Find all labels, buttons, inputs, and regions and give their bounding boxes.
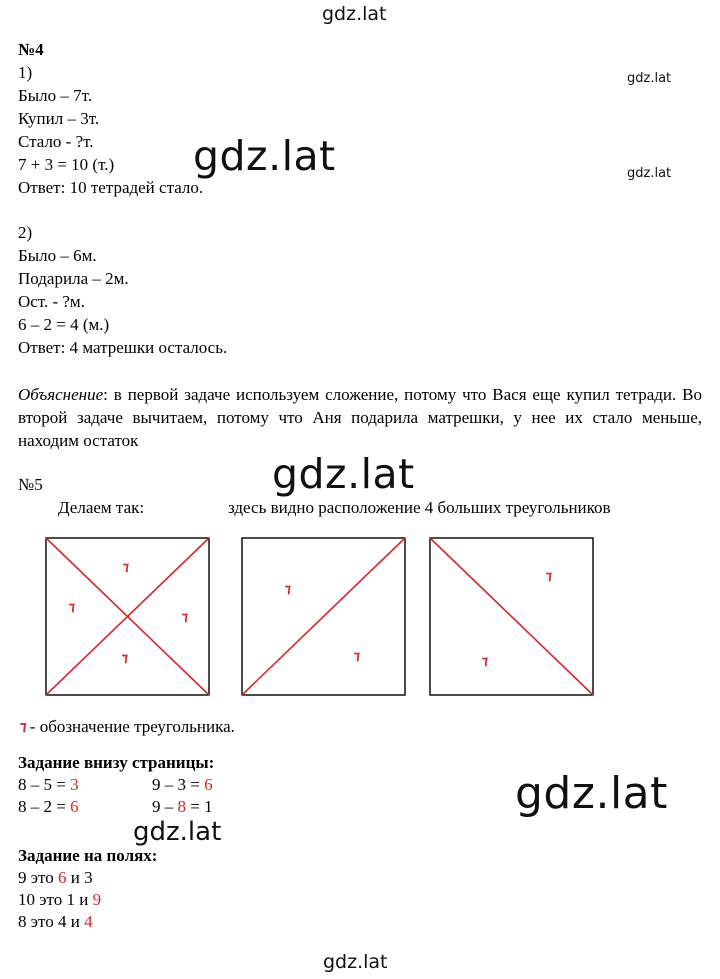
answer: 6: [70, 797, 79, 816]
task4-part2-answer: Ответ: 4 матрешки осталось.: [18, 338, 228, 357]
margin-task-heading: Задание на полях:: [18, 846, 158, 865]
answer: 9: [92, 890, 102, 909]
answer: 4: [84, 912, 93, 931]
bottom-row-1-right: 9 – 3 = 6: [152, 775, 213, 794]
explanation-text: : в первой задаче используем сложение, потому что Вася еще купил тетради. Во второй задаче вычитаем, потому что Аня подарила матрешки, у нее их стало меньше, находим остаток: [18, 385, 702, 450]
task4-part1-answer: Ответ: 10 тетрадей стало.: [18, 178, 204, 197]
watermark-small-1: gdz.lat: [627, 71, 672, 86]
answer: 6: [58, 868, 67, 887]
triangle-mark-icon: ٦: [18, 721, 26, 736]
square-x: [46, 538, 209, 695]
task4-part2-label: 2): [18, 223, 33, 242]
square-diagonal-2: [430, 538, 593, 695]
square-3-diagonal: [430, 538, 593, 695]
watermark-small-2: gdz.lat: [627, 166, 672, 181]
bottom-row-2-right: 9 – 8 = 1: [152, 797, 213, 816]
triangle-mark-icon: ٦: [480, 655, 487, 670]
triangle-mark-icon: ٦: [180, 611, 187, 626]
task4-part2-line3: Ост. - ?м.: [18, 292, 85, 311]
task4-number: №4: [18, 40, 44, 59]
legend-text: - обозначение треугольника.: [29, 717, 235, 736]
task4-part1-line2: Купил – 3т.: [18, 109, 100, 128]
watermark-large-2: gdz.lat: [272, 450, 415, 498]
answer: 3: [70, 775, 79, 794]
bottom-task-heading: Задание внизу страницы:: [18, 753, 215, 772]
triangle-mark-icon: ٦: [283, 583, 290, 598]
triangle-mark-icon: ٦: [352, 650, 359, 665]
triangle-mark-icon: ٦: [120, 652, 127, 667]
task4-explanation: [18, 383, 702, 452]
task4-part2-line1: Было – 6м.: [18, 246, 97, 265]
task4-part2-line2: Подарила – 2м.: [18, 269, 129, 288]
watermark-mid: gdz.lat: [133, 817, 222, 847]
triangle-mark-icon: ٦: [544, 570, 551, 585]
task4-part2-line4: 6 – 2 = 4 (м.): [18, 315, 110, 334]
bottom-row-2-left: 8 – 2 = 6: [18, 797, 79, 816]
square-diagonal-1: [242, 538, 405, 695]
triangle-legend: [18, 716, 235, 740]
task4-part1-line4: 7 + 3 = 10 (т.): [18, 155, 115, 174]
task5-number: №5: [18, 475, 43, 494]
task5-caption-right: здесь видно расположение 4 больших треугольников: [228, 498, 611, 517]
task4-part1-line1: Было – 7т.: [18, 86, 93, 105]
margin-row-2: 10 это 1 и 9: [18, 890, 102, 909]
watermark-large-1: gdz.lat: [193, 132, 336, 180]
triangle-mark-icon: ٦: [67, 601, 74, 616]
bottom-row-1-left: 8 – 5 = 3: [18, 775, 79, 794]
watermark-large-3: gdz.lat: [515, 768, 668, 819]
margin-row-3: 8 это 4 и 4: [18, 912, 93, 931]
watermark-top: gdz.lat: [322, 3, 387, 25]
answer: 6: [204, 775, 213, 794]
margin-row-1: 9 это 6 и 3: [18, 868, 93, 887]
triangles-diagram: [0, 530, 720, 705]
task5-caption-left: Делаем так:: [58, 498, 145, 517]
explanation-label: Объяснение: [18, 385, 104, 404]
task4-part1-label: 1): [18, 63, 33, 82]
watermark-bottom: gdz.lat: [323, 951, 388, 973]
triangle-mark-icon: ٦: [121, 561, 128, 576]
answer: 8: [177, 797, 186, 816]
square-2-diagonal: [242, 538, 405, 695]
task4-part1-line3: Стало - ?т.: [18, 132, 94, 151]
